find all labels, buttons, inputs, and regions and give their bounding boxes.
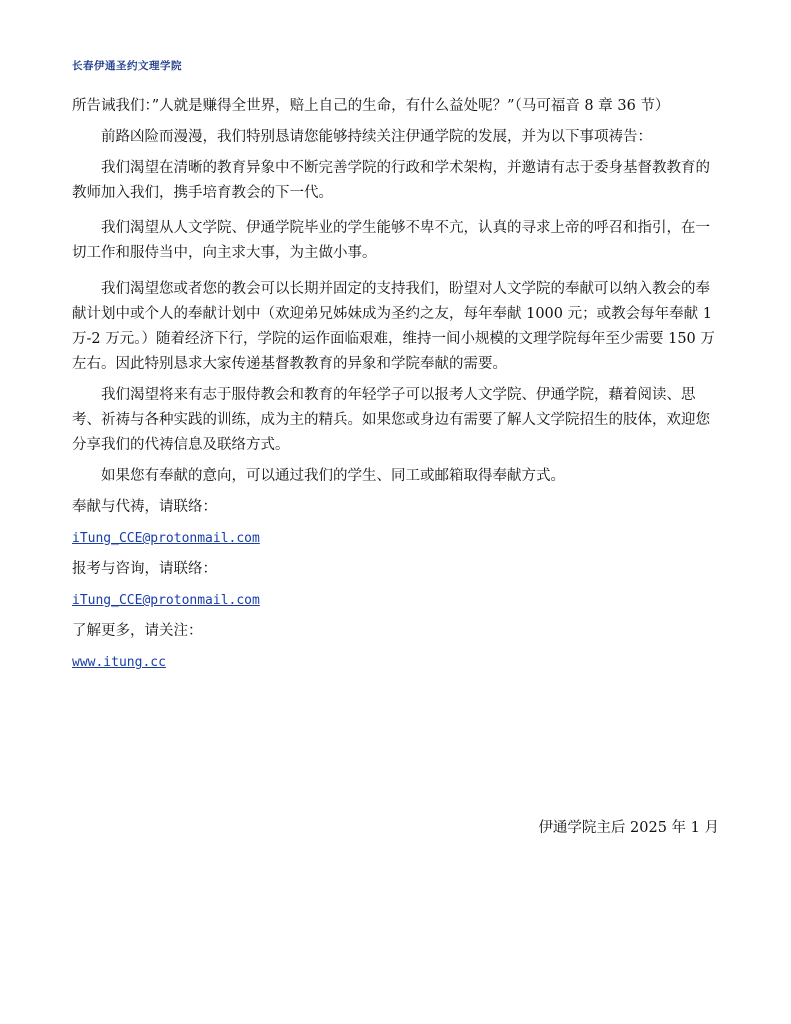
donation-intent-paragraph: 如果您有奉献的意向，可以通过我们的学生、同工或邮箱取得奉献方式。 xyxy=(101,468,565,484)
more-info-label: 了解更多，请关注： xyxy=(72,623,203,639)
signature-date: 伊通学院主后 2025 年 1 月 xyxy=(538,820,719,836)
donation-contact-label: 奉献与代祷，请联络： xyxy=(72,499,217,515)
admission-contact-label: 报考与咨询，请联络： xyxy=(72,561,217,577)
prayer-item-support: 我们渴望您或者您的教会可以长期并固定的支持我们，盼望对人文学院的奉献可以纳入教会的奉献计划中或个人的奉献计划中（欢迎弟兄姊妹成为圣约之友，每年奉献 1000 元；或教会每年奉献 1 万-2 万元。）随着经济下行，学院的运作面临艰难，维持一间小规模的文理学院每年至少需要 150 万左右。因此特别恳求大家传递基督教教育的异象和学院奉献的需要。 xyxy=(72,281,715,372)
letter-body xyxy=(72,94,722,675)
document-header: 长春伊通圣约文理学院 xyxy=(72,60,182,72)
website-link[interactable]: www.itung.cc xyxy=(72,655,166,670)
quote-paragraph: 所告诫我们：”人就是赚得全世界，赔上自己的生命，有什么益处呢？”（马可福音 8 章 36 节） xyxy=(72,98,670,114)
admission-email-link[interactable]: iTung_CCE@protonmail.com xyxy=(72,593,260,608)
prayer-intro-paragraph: 前路凶险而漫漫，我们特别恳请您能够持续关注伊通学院的发展，并为以下事项祷告： xyxy=(101,129,652,145)
prayer-item-faculty: 我们渴望在清晰的教育异象中不断完善学院的行政和学术架构，并邀请有志于委身基督教教育的教师加入我们，携手培育教会的下一代。 xyxy=(72,160,710,201)
prayer-item-graduates: 我们渴望从人文学院、伊通学院毕业的学生能够不卑不亢，认真的寻求上帝的呼召和指引，在一切工作和服侍当中，向主求大事，为主做小事。 xyxy=(72,220,710,261)
donation-email-link[interactable]: iTung_CCE@protonmail.com xyxy=(72,531,260,546)
prayer-item-students: 我们渴望将来有志于服侍教会和教育的年轻学子可以报考人文学院、伊通学院，藉着阅读、思考、祈祷与各种实践的训练，成为主的精兵。如果您或身边有需要了解人文学院招生的肢体，欢迎您分享我们的代祷信息及联络方式。 xyxy=(72,387,710,453)
